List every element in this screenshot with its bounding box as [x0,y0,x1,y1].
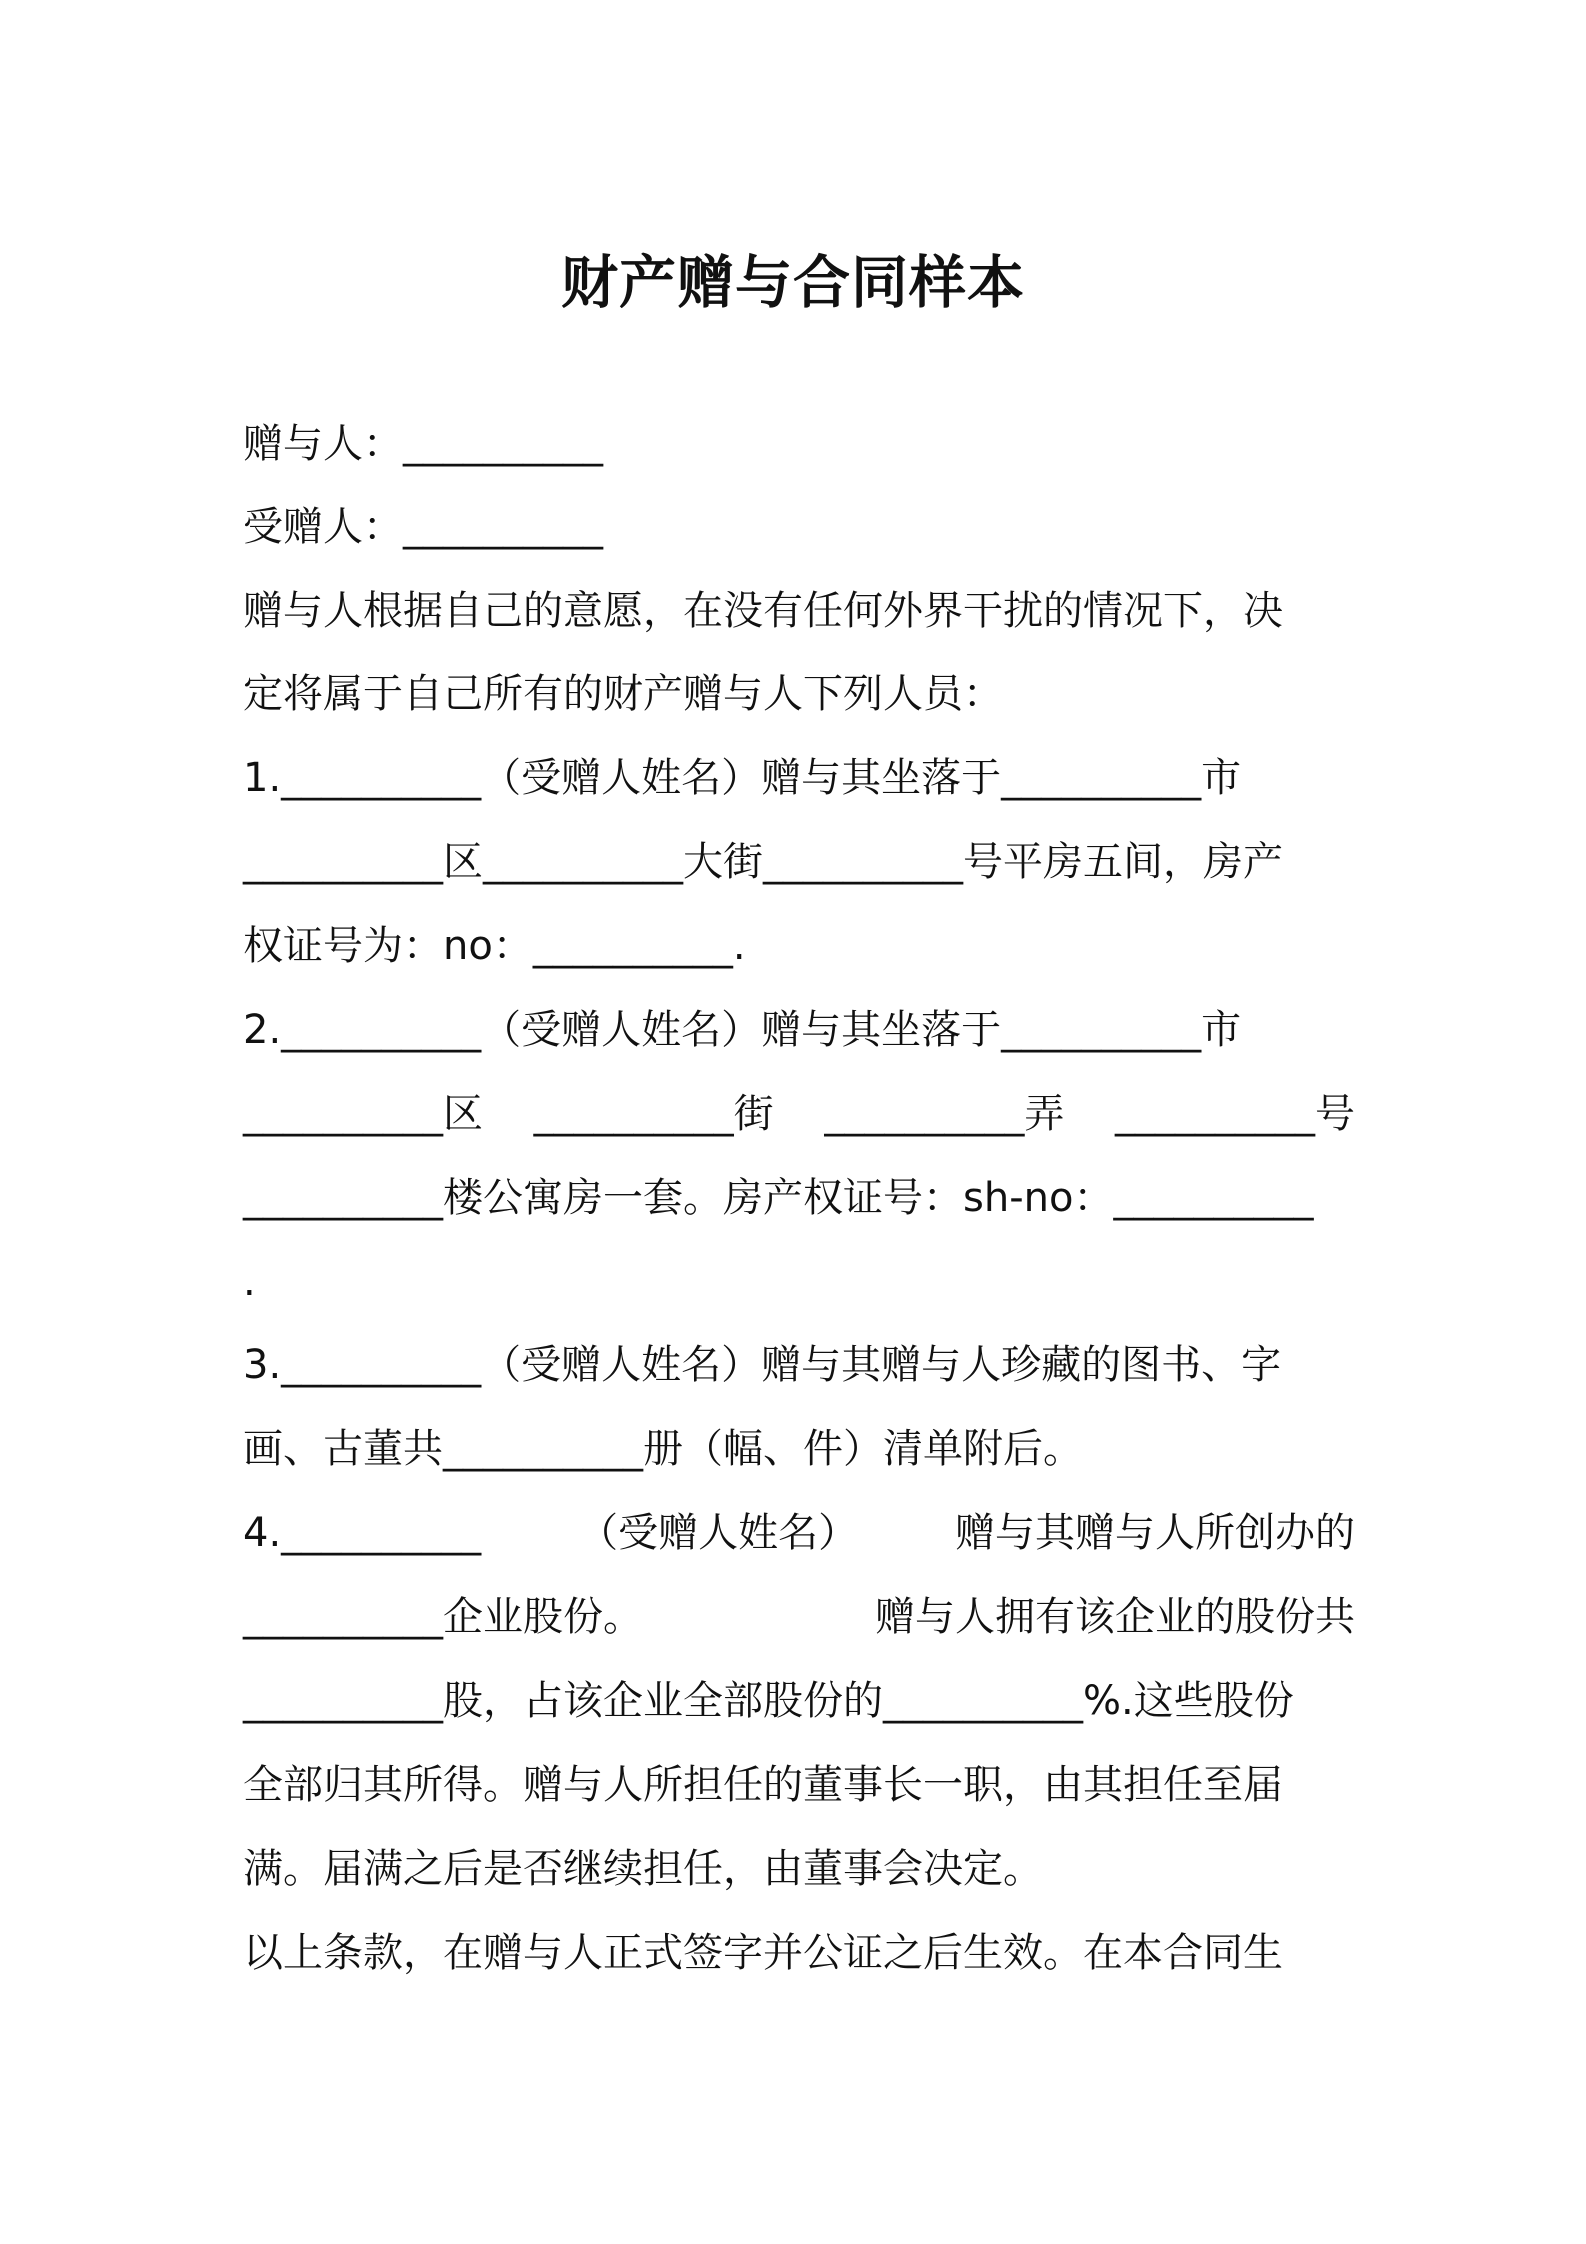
blank-number: __________号 [1114,1091,1355,1137]
clause-2-line: __________楼公寓房一套。房产权证号：sh-no：__________ [243,1175,1314,1221]
clause-4-number: 4.__________ [243,1510,482,1556]
blank-street: __________街 [533,1091,774,1137]
clause-4-line: __________股，占该企业全部股份的__________%.这些股份 [243,1678,1294,1724]
clause-1-line: 1.__________（受赠人姓名）赠与其坐落于__________市 [243,755,1242,801]
clause-3-line: 3.__________（受赠人姓名）赠与其赠与人珍藏的图书、字 [243,1342,1282,1388]
body-line: 定将属于自己所有的财产赠与人下列人员： [243,671,1003,717]
blank-lane: __________弄 [824,1091,1065,1137]
donee-line: 受赠人：__________ [243,504,603,550]
clause-4-line: 全部归其所得。赠与人所担任的董事长一职，由其担任至届 [243,1762,1283,1808]
clause-4-line: 满。届满之后是否继续担任，由董事会决定。 [243,1846,1043,1892]
blank-district: __________区 [243,1091,483,1137]
clause-4-text: 赠与其赠与人所创办的 [954,1510,1355,1556]
closing-line: 以上条款，在赠与人正式签字并公证之后生效。在本合同生 [243,1930,1283,1976]
body-line: 赠与人根据自己的意愿，在没有任何外界干扰的情况下，决 [243,588,1283,634]
clause-3-line: 画、古董共__________册（幅、件）清单附后。 [243,1426,1083,1472]
clause-4-line [243,1507,1355,1559]
donor-line: 赠与人：__________ [243,421,603,467]
clause-1-line: __________区__________大街__________号平房五间，房产 [243,839,1283,885]
clause-1-line: 权证号为：no：__________. [243,923,746,969]
clause-4-line [243,1591,1355,1643]
clause-2-line: . [243,1259,256,1305]
clause-2-line [243,1088,1355,1140]
clause-4-name: （受赠人姓名） [578,1510,859,1556]
clause-4-shares: __________企业股份。 [243,1594,643,1640]
clause-2-line: 2.__________（受赠人姓名）赠与其坐落于__________市 [243,1007,1242,1053]
clause-4-owned: 赠与人拥有该企业的股份共 [875,1594,1355,1640]
document-title: 财产赠与合同样本 [561,250,1025,316]
